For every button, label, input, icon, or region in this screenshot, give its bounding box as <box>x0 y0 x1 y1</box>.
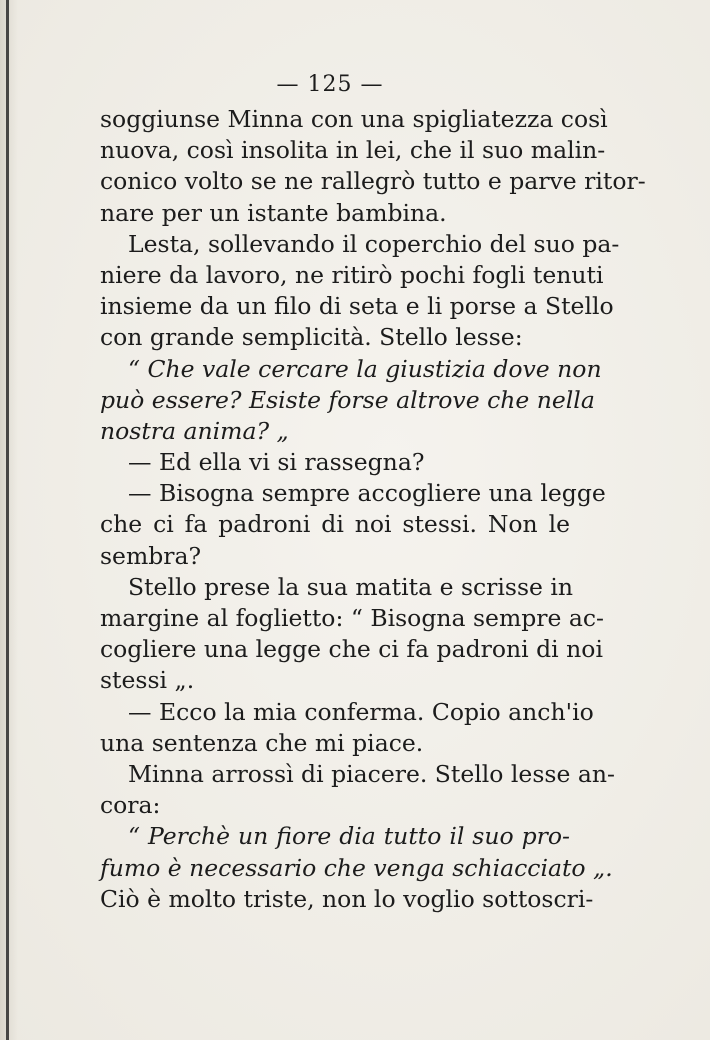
text-line: Minna arrossì di piacere. Stello lesse an- <box>128 759 615 788</box>
text-line: nuova, così insolita in lei, che il suo malin- <box>100 136 606 165</box>
text-line: cogliere una legge che ci fa padroni di noi <box>100 635 603 664</box>
text-line: che ci fa padroni di noi stessi. Non le <box>100 510 570 539</box>
text-line: margine al foglietto: “ Bisogna sempre ac- <box>100 604 604 632</box>
text-line: stessi „. <box>100 666 195 695</box>
text-line: Lesta, sollevando il coperchio del suo pa- <box>128 229 620 258</box>
text-line: Stello prese la sua matita e scrisse in <box>128 572 574 601</box>
text-line: una sentenza che mi piace. <box>100 728 424 757</box>
text-line: sembra? <box>100 541 202 570</box>
text-line: “ Perchè un fiore dia tutto il suo pro- <box>128 822 570 851</box>
text-line: può essere? Esiste forse altrove che nella <box>100 385 595 414</box>
binding-edge <box>6 0 9 1040</box>
text-line: nostra anima? „ <box>100 416 289 445</box>
text-line: fumo è necessario che venga schiacciato „. <box>100 853 613 882</box>
text-line: Ciò è molto triste, non lo voglio sottoscri- <box>100 884 594 913</box>
text-line: — Bisogna sempre accogliere una legge <box>128 479 606 508</box>
text-line: con grande semplicità. Stello lesse: <box>100 323 523 352</box>
text-line: niere da lavoro, ne ritirò pochi fogli tenuti <box>100 260 604 289</box>
text-line: insieme da un filo di seta e li porse a Stello <box>100 292 614 321</box>
text-line: nare per un istante bambina. <box>100 198 447 227</box>
text-line: conico volto se ne rallegrò tutto e parve ritor- <box>100 167 646 196</box>
text-line: “ Che vale cercare la giustizia dove non <box>128 354 602 383</box>
binding-shadow <box>0 0 18 1040</box>
text-line: cora: <box>100 791 161 820</box>
text-line: — Ed ella vi si rassegna? <box>128 448 425 477</box>
text-line: — Ecco la mia conferma. Copio anch'io <box>128 697 594 726</box>
body-text <box>100 104 646 915</box>
text-line: soggiunse Minna con una spigliatezza così <box>100 105 608 133</box>
page-number: — 125 — <box>276 72 384 97</box>
